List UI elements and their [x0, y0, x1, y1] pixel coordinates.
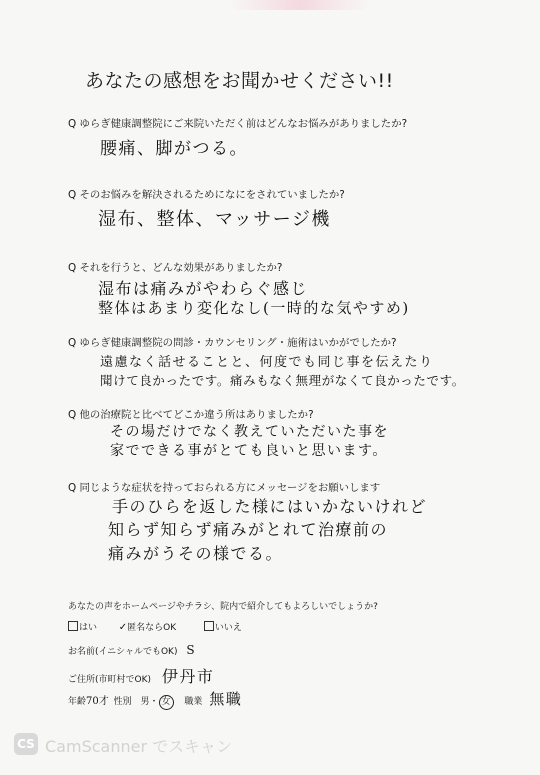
option-anonymous[interactable]	[119, 623, 176, 633]
answer-4-line-1: 遠慮なく話せることと、何度でも同じ事を伝えたり	[100, 355, 434, 370]
age-value: 70	[86, 696, 99, 707]
question-1: Q ゆらぎ健康調整院にご来院いただく前はどんなお悩みがありましたか?	[68, 118, 408, 130]
checkbox-icon	[68, 621, 78, 631]
page-title: あなたの感想をお聞かせください!!	[85, 70, 394, 92]
consent-options	[68, 620, 242, 633]
top-smudge	[230, 0, 370, 10]
camscanner-logo-icon: CS	[14, 733, 38, 755]
option-anonymous-label: 匿名ならOK	[127, 623, 177, 633]
profile-row: 年齢70才 性別 男・ 女 職業 無職	[68, 690, 243, 708]
name-value: S	[186, 643, 197, 657]
gender-label: 性別	[113, 697, 132, 707]
answer-3-line-2: 整体はあまり変化なし(一時的な気やすめ)	[98, 299, 410, 317]
address-row	[68, 664, 214, 687]
job-label: 職業	[184, 697, 203, 707]
answer-6-line-3: 痛みがうその様でる。	[108, 544, 284, 563]
question-3: Q それを行うと、どんな効果がありましたか?	[68, 262, 283, 274]
answer-6-line-1: 手のひらを返した様にはいかないけれど	[112, 497, 428, 516]
question-4: Q ゆらぎ健康調整院の問診・カウンセリング・施術はいかがでしたか?	[68, 337, 397, 349]
answer-5-line-2: 家でできる事がとても良いと思います。	[110, 443, 388, 459]
answer-4-line-2: 聞けて良かったです。痛みもなく無理がなくて良かったです。	[100, 373, 465, 388]
gender-female-circled[interactable]: 女	[159, 695, 174, 710]
option-no[interactable]	[204, 623, 242, 633]
question-2: Q そのお悩みを解決されるためになにをされていましたか?	[68, 189, 345, 201]
consent-question: あなたの声をホームページやチラシ、院内で紹介してもよろしいでしょうか?	[68, 602, 378, 612]
gender-male[interactable]: 男	[140, 697, 150, 707]
option-yes-label: はい	[79, 623, 98, 633]
question-5: Q 他の治療院と比べてどこか違う所はありましたか?	[68, 409, 314, 421]
checkbox-icon	[204, 621, 214, 631]
answer-2-line-1: 湿布、整体、マッサージ機	[98, 209, 331, 230]
age-label: 年齢	[68, 697, 87, 707]
address-label: ご住所(市町村でOK)	[68, 675, 152, 685]
address-value: 伊丹市	[161, 667, 215, 686]
answer-5-line-1: その場だけでなく教えていただいた事を	[110, 424, 389, 440]
option-yes[interactable]	[68, 623, 97, 633]
answer-3-line-1: 湿布は痛みがやわらぐ感じ	[98, 279, 309, 298]
answer-6-line-2: 知らず知らず痛みがとれて治療前の	[108, 520, 389, 539]
age-suffix: 才	[98, 696, 109, 707]
checkmark-icon: ✓	[118, 622, 128, 633]
option-no-label: いいえ	[214, 623, 242, 633]
name-label: お名前(イニシャルでもOK)	[68, 647, 178, 657]
camscanner-watermark: CamScanner でスキャン	[45, 737, 233, 756]
name-row	[68, 643, 196, 657]
answer-1-line-1: 腰痛、脚がつる。	[100, 139, 248, 159]
question-6: Q 同じような症状を持っておられる方にメッセージをお願いします	[68, 482, 381, 494]
job-value: 無職	[209, 690, 243, 708]
